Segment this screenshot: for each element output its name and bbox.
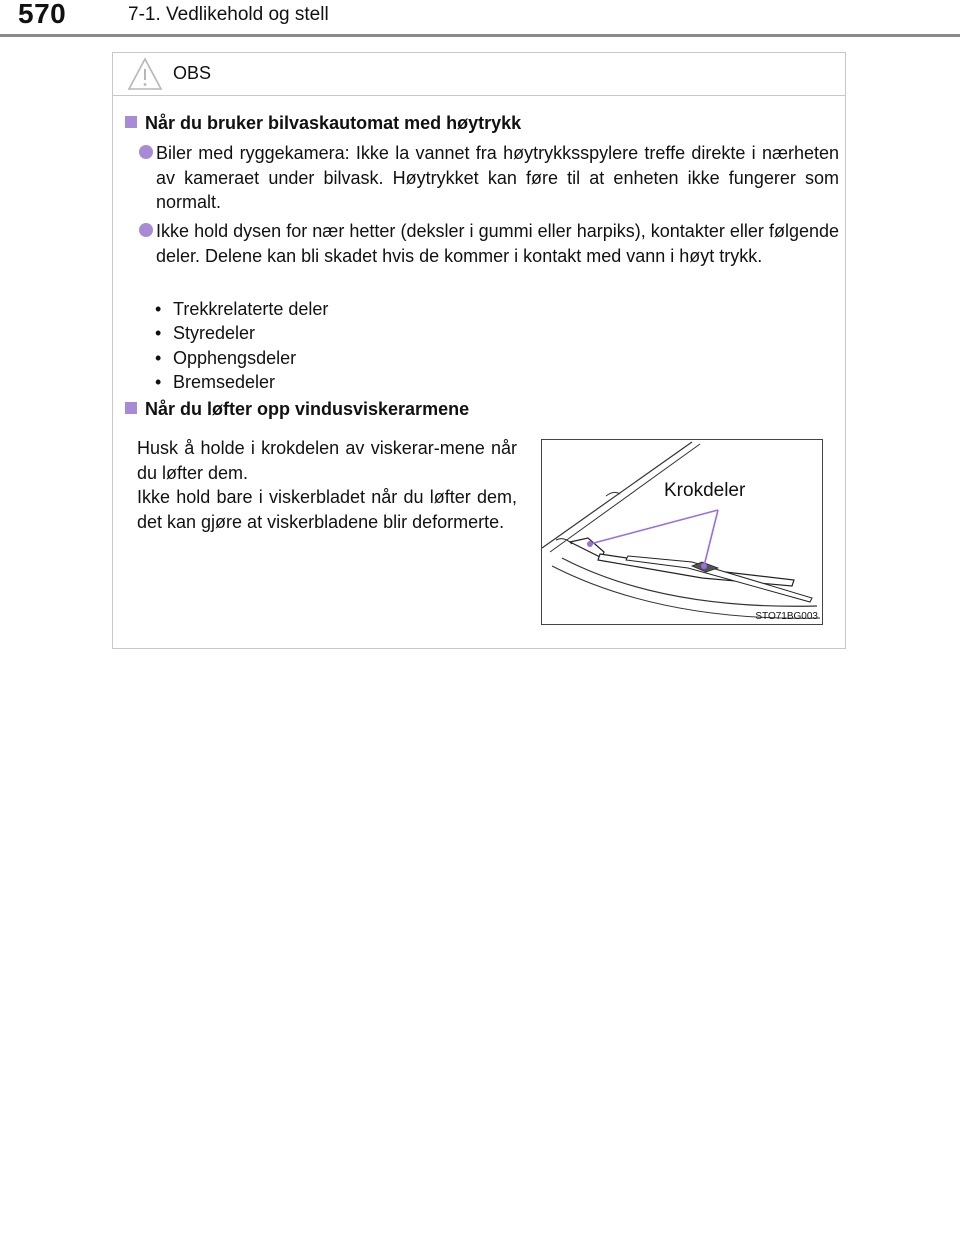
sub-list <box>155 297 328 395</box>
section-heading-wiper <box>125 399 469 420</box>
list-item: • Bremsedeler <box>155 372 276 393</box>
bullet-text: Biler med ryggekamera: Ikke la vannet fra høytrykksspylere treffe direkte i nærheten av kameraet under bilvask. Høytrykket kan føre til at enheten ikke fungerer som normalt. <box>156 143 839 212</box>
section-heading-text: Når du løfter opp vindusviskerarmene <box>145 399 470 419</box>
wiper-drawing <box>542 440 822 624</box>
list-item: • Trekkrelaterte deler <box>155 299 329 319</box>
header-rule <box>0 34 960 37</box>
page-header <box>0 0 960 40</box>
list-item: • Opphengsdeler <box>155 347 297 368</box>
square-bullet-icon <box>125 402 137 414</box>
section-heading-high-pressure <box>125 113 521 134</box>
round-bullet-icon <box>139 223 153 237</box>
page-number: 570 <box>18 0 67 29</box>
warning-triangle-icon <box>127 57 163 91</box>
wiper-illustration <box>541 439 823 625</box>
list-item: • Styredeler <box>155 323 256 344</box>
section-heading-text: Når du bruker bilvaskautomat med høytrykk <box>145 113 522 133</box>
bullet-item <box>139 219 839 268</box>
paragraph: Ikke hold bare i viskerbladet når du løfter dem, det kan gjøre at viskerbladene blir deformerte. <box>137 487 517 532</box>
bullet-item <box>139 141 839 215</box>
round-bullet-icon <box>139 145 153 159</box>
paragraph: Husk å holde i krokdelen av viskerar-mene når du løfter dem. <box>137 438 517 483</box>
square-bullet-icon <box>125 116 137 128</box>
obs-caution-box <box>112 52 846 649</box>
obs-label: OBS <box>173 63 212 83</box>
section-title: 7-1. Vedlikehold og stell <box>128 4 329 25</box>
obs-header <box>113 53 845 96</box>
wiper-instructions <box>137 436 517 534</box>
callout-label: Krokdeler <box>664 480 746 501</box>
figure-code: STO71BG003 <box>755 611 818 622</box>
bullet-text: Ikke hold dysen for nær hetter (deksler i gummi eller harpiks), kontakter eller følgende deler. Delene kan bli skadet hvis de kommer i kontakt med vann i høyt trykk. <box>156 221 839 266</box>
